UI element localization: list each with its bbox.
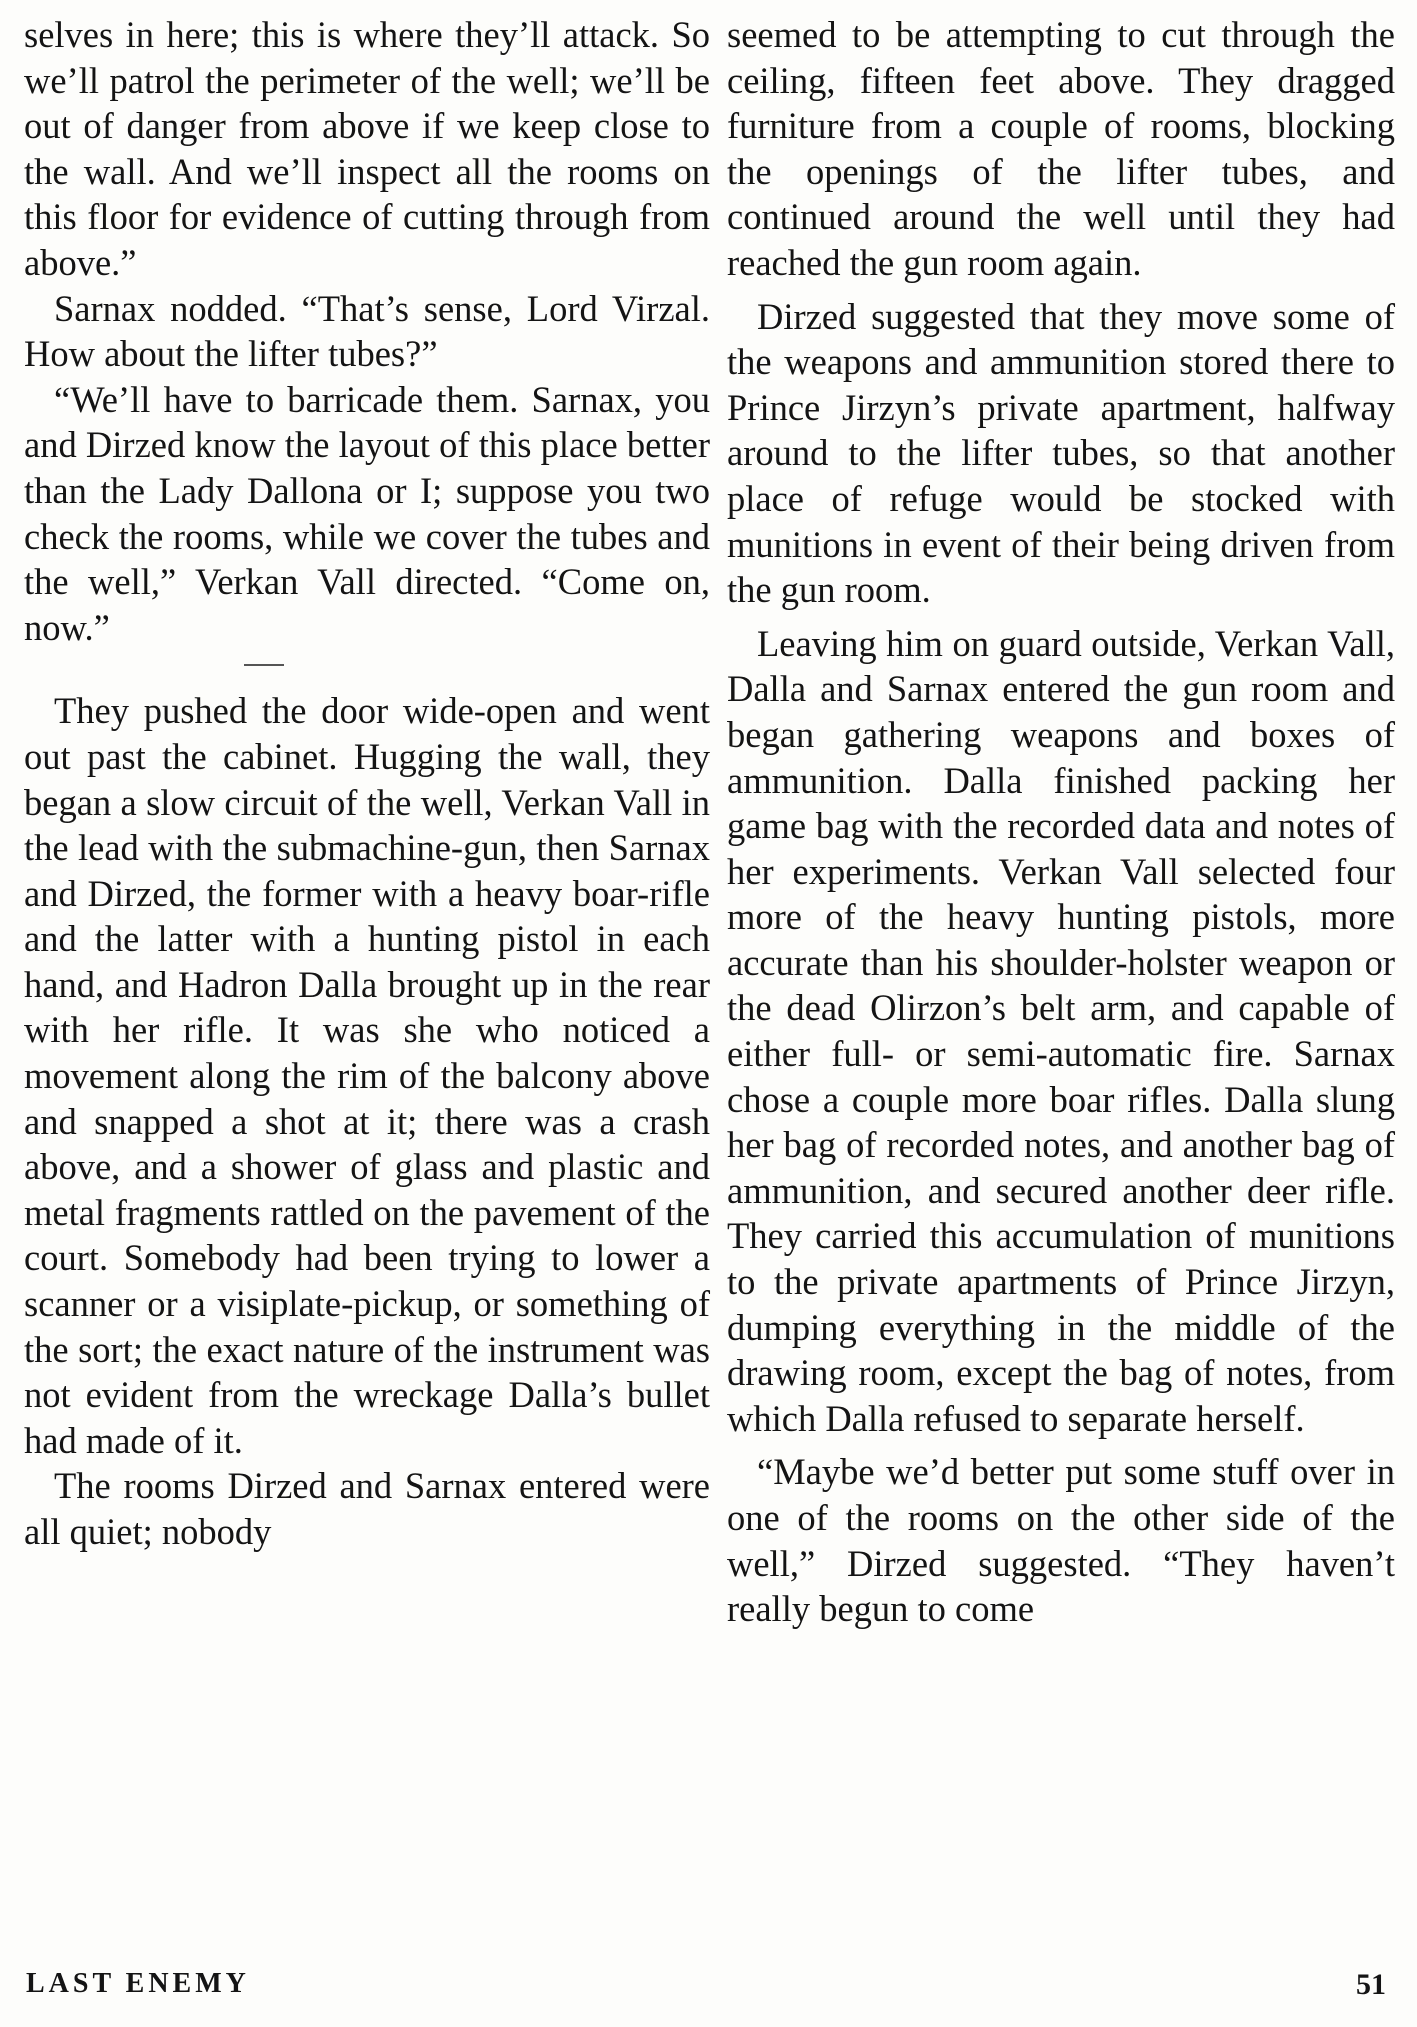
paragraph: The rooms Dirzed and Sarnax entered were all quiet; nobody bbox=[24, 1465, 710, 1552]
right-column bbox=[727, 12, 1395, 1632]
paragraph: “We’ll have to barricade them. Sarnax, you and Dirzed know the layout of this place better than the Lady Dallona or I; suppose you two check the rooms, while we cover the tubes and the well,” Verkan Vall directed. “Come on, now.” bbox=[24, 378, 710, 648]
page-footer bbox=[26, 1968, 1386, 2008]
paragraph: seemed to be attempting to cut through the ceiling, fifteen feet above. They dragged furniture from a couple of rooms, blocking the openings of the lifter tubes, and continued around the well until they had reached the gun room again. bbox=[727, 14, 1395, 283]
page-number: 51 bbox=[1356, 1968, 1386, 2001]
paragraph: selves in here; this is where they’ll attack. So we’ll patrol the perimeter of the well; we’ll be out of danger from above if we keep close to the wall. And we’ll inspect all the rooms on this floor for evidence of cutting through from above.” bbox=[24, 14, 710, 283]
section-divider bbox=[244, 664, 284, 666]
running-head: LAST ENEMY bbox=[26, 1968, 250, 1999]
left-column bbox=[24, 12, 710, 1555]
paragraph: They pushed the door wide-open and went out past the cabinet. Hugging the wall, they began a slow circuit of the well, Verkan Vall in the lead with the submachine-gun, then Sarnax and Dirzed, the former with a heavy boar-rifle and the latter with a hunting pistol in each hand, and Hadron Dalla brought up in the rear with her rifle. It was she who noticed a movement along the rim of the balcony above and snapped a shot at it; there was a crash above, and a shower of glass and plastic and metal fragments rattled on the pavement of the court. Somebody had been trying to lower a scanner or a visiplate-pickup, or something of the sort; the exact nature of the instrument was not evident from the wreckage Dalla’s bullet had made of it. bbox=[24, 690, 710, 1461]
paragraph: Leaving him on guard outside, Verkan Vall, Dalla and Sarnax entered the gun room and began gathering weapons and boxes of ammunition. Dalla finished packing her game bag with the recorded data and notes of her experiments. Verkan Vall selected four more of the heavy hunting pistols, more accurate than his shoulder-holster weapon or the dead Olirzon’s belt arm, and capable of either full- or semi-automatic fire. Sarnax chose a couple more boar rifles. Dalla slung her bag of recorded notes, and another bag of ammunition, and secured another deer rifle. They carried this accumulation of munitions to the private apartments of Prince Jirzyn, dumping everything in the middle of the drawing room, except the bag of notes, from which Dalla refused to separate herself. bbox=[727, 622, 1395, 1439]
paragraph: Dirzed suggested that they move some of the weapons and ammunition stored there to Prince Jirzyn’s private apartment, halfway around to the lifter tubes, so that another place of refuge would be stocked with munitions in event of their being driven from the gun room. bbox=[727, 295, 1395, 611]
paragraph: “Maybe we’d better put some stuff over in one of the rooms on the other side of the well,” Dirzed suggested. “They haven’t really begun to come bbox=[727, 1451, 1395, 1630]
paragraph: Sarnax nodded. “That’s sense, Lord Virzal. How about the lifter tubes?” bbox=[24, 287, 710, 375]
